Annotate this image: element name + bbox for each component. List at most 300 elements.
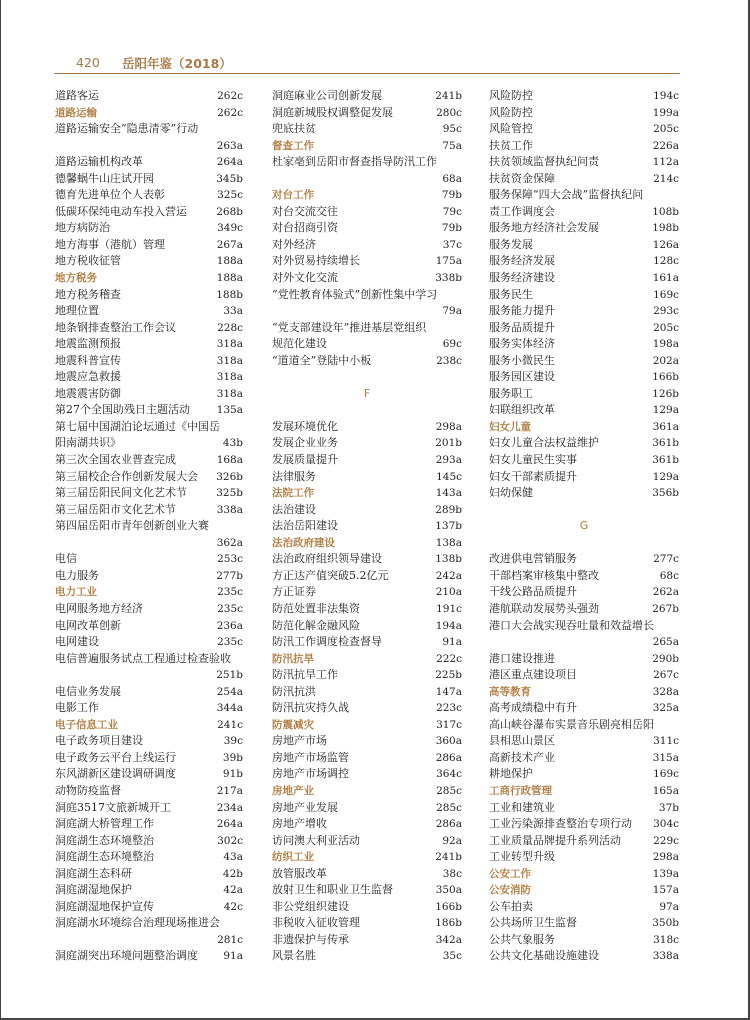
entry-text: 道路运输机构改革 <box>55 155 143 169</box>
entry-page-ref: 318a <box>216 371 243 384</box>
index-entry <box>55 783 243 800</box>
entry-text: 服务经济发展 <box>489 254 555 268</box>
index-entry <box>55 816 243 833</box>
entry-page-ref: 290b <box>652 652 679 665</box>
entry-page-ref: 302c <box>217 834 243 847</box>
entry-text: 港口建设推进 <box>489 651 555 665</box>
index-entry <box>55 469 243 486</box>
entry-text: 扶贫领域监督执纪问责 <box>489 155 599 169</box>
entry-text: 妇女儿童合法权益维护 <box>489 436 599 450</box>
index-entry <box>272 154 462 171</box>
index-entry <box>55 750 243 767</box>
entry-page-ref: 143a <box>435 487 462 500</box>
entry-text: 工业转型升级 <box>489 850 555 864</box>
entry-page-ref: 95c <box>442 123 462 136</box>
entry-text: 电子政务项目建设 <box>55 734 143 748</box>
index-entry <box>272 899 462 916</box>
entry-text: 电网服务地方经济 <box>55 601 143 615</box>
index-heading <box>272 717 462 734</box>
index-entry <box>489 601 679 618</box>
entry-page-ref: 253c <box>217 553 243 566</box>
entry-text: 改进供电营销服务 <box>489 552 577 566</box>
entry-text: 动物防疫监督 <box>55 783 121 797</box>
index-heading <box>272 849 462 866</box>
entry-text: 港航联动发展势头强劲 <box>489 601 599 615</box>
entry-text: 地方病防治 <box>55 221 110 235</box>
entry-page-ref: 277b <box>216 569 243 582</box>
entry-text: 工业污染源排查整治专项行动 <box>489 817 632 831</box>
entry-page-ref: 42c <box>223 900 243 913</box>
entry-page-ref: 338b <box>435 272 462 285</box>
entry-page-ref: 210a <box>435 586 462 599</box>
entry-text: 洞庭湖突出环境问题整治调度 <box>55 949 198 963</box>
entry-page-ref: 361a <box>652 420 679 433</box>
entry-page-ref: 43a <box>223 851 243 864</box>
entry-page-ref: 165a <box>652 784 679 797</box>
index-entry <box>272 882 462 899</box>
entry-text: 非公党组织建设 <box>272 899 349 913</box>
index-entry <box>55 700 243 717</box>
index-entry <box>489 154 679 171</box>
index-entry <box>55 866 243 883</box>
index-entry <box>55 369 243 386</box>
entry-page-ref: 112a <box>652 156 679 169</box>
index-entry <box>55 154 243 171</box>
entry-text: 发展环境优化 <box>272 419 338 433</box>
entry-page-ref: 202a <box>652 354 679 367</box>
index-entry <box>55 320 243 337</box>
index-entry <box>55 551 243 568</box>
entry-page-ref: 345b <box>216 172 243 185</box>
entry-page-ref: 205c <box>653 123 679 136</box>
index-heading <box>489 783 679 800</box>
index-column-3 <box>489 88 679 965</box>
index-entry <box>55 187 243 204</box>
entry-text: 兜底扶贫 <box>272 122 316 136</box>
entry-text: 高等教育 <box>489 685 531 698</box>
book-title: 岳阳年鉴（2018） <box>122 56 232 71</box>
entry-page-ref: 241b <box>435 90 462 102</box>
index-entry <box>272 105 462 122</box>
entry-text: 发展质量提升 <box>272 453 338 467</box>
index-entry <box>55 121 243 138</box>
entry-text: 服务能力提升 <box>489 304 555 318</box>
index-entry <box>489 750 679 767</box>
entry-page-ref: 318a <box>216 387 243 400</box>
entry-text: 房地产业 <box>272 784 314 797</box>
index-entry <box>55 568 243 585</box>
entry-text: 公共场所卫生监督 <box>489 916 577 930</box>
entry-page-ref: 217a <box>216 784 243 797</box>
index-entry <box>489 584 679 601</box>
index-entry <box>489 220 679 237</box>
index-entry <box>55 237 243 254</box>
entry-page-ref: 226a <box>652 139 679 152</box>
index-entry <box>272 502 462 519</box>
index-entry <box>272 220 462 237</box>
entry-page-ref: 138b <box>435 553 462 566</box>
index-entry <box>489 717 679 734</box>
entry-page-ref: 194c <box>653 90 679 102</box>
index-entry <box>272 733 462 750</box>
index-entry <box>272 204 462 221</box>
entry-page-ref: 318a <box>216 338 243 351</box>
index-entry <box>489 667 679 684</box>
entry-page-ref: 311c <box>653 735 679 748</box>
entry-text: 县相思山景区 <box>489 734 555 748</box>
index-entry <box>55 634 243 651</box>
entry-text: 服务发展 <box>489 237 533 251</box>
index-entry <box>489 121 679 138</box>
entry-text: 防范处置非法集资 <box>272 601 360 615</box>
entry-text: 高山峡谷瀑布实景音乐剧亮相岳阳 <box>489 717 654 731</box>
entry-page-ref: 135a <box>216 404 243 417</box>
entry-page-ref: 137b <box>435 520 462 533</box>
index-entry <box>489 187 679 204</box>
entry-text: 非税收入征收管理 <box>272 916 360 930</box>
entry-text: 电网建设 <box>55 635 99 649</box>
entry-page-ref: 138a <box>435 536 462 549</box>
index-entry <box>489 402 679 419</box>
index-entry <box>272 88 462 105</box>
index-entry <box>55 171 243 188</box>
entry-text: 妇女干部素质提升 <box>489 469 577 483</box>
index-entry <box>489 766 679 783</box>
index-entry <box>272 287 462 304</box>
entry-page-ref: 79a <box>442 305 462 318</box>
entry-text: 洞庭湖生态环境整治 <box>55 850 154 864</box>
entry-text: 地震应急救援 <box>55 370 121 384</box>
index-entry <box>55 733 243 750</box>
index-heading <box>272 138 462 155</box>
index-entry <box>55 287 243 304</box>
index-entry <box>272 353 462 370</box>
entry-text: 防汛抗洪 <box>272 684 316 698</box>
entry-text: 港区重点建设项目 <box>489 668 577 682</box>
index-entry <box>489 733 679 750</box>
index-heading <box>55 717 243 734</box>
entry-text: 东风湖新区建设调研调度 <box>55 767 176 781</box>
index-entry <box>55 336 243 353</box>
entry-page-ref: 236a <box>216 619 243 632</box>
entry-page-ref: 194a <box>435 619 462 632</box>
entry-text: 电信普遍服务试点工程通过检查验收 <box>55 651 231 665</box>
index-entry <box>489 800 679 817</box>
entry-page-ref: 168a <box>216 454 243 467</box>
index-heading <box>272 485 462 502</box>
index-entry <box>489 105 679 122</box>
index-entry <box>272 452 462 469</box>
entry-page-ref: 317c <box>436 718 462 731</box>
index-heading <box>55 105 243 122</box>
index-heading <box>489 684 679 701</box>
index-entry <box>55 882 243 899</box>
entry-text: 阳南湖共识》 <box>55 436 121 450</box>
index-entry <box>55 303 243 320</box>
index-entry <box>272 435 462 452</box>
entry-page-ref: 298a <box>652 851 679 864</box>
entry-text: 地震震害防御 <box>55 386 121 400</box>
index-entry <box>272 618 462 635</box>
entry-text: 督查工作 <box>272 139 314 152</box>
index-column-1 <box>55 88 243 965</box>
index-entry <box>55 419 243 436</box>
entry-page-ref: 126b <box>652 387 679 400</box>
entry-page-ref: 147a <box>435 685 462 698</box>
index-entry <box>272 237 462 254</box>
entry-page-ref: 318a <box>216 354 243 367</box>
entry-text: 风景名胜 <box>272 949 316 963</box>
entry-text: 防汛工作调度检查督导 <box>272 635 382 649</box>
entry-text: 地震科普宣传 <box>55 353 121 367</box>
entry-page-ref: 223c <box>436 702 462 715</box>
entry-page-ref: 251b <box>216 669 243 682</box>
entry-page-ref: 186b <box>435 917 462 930</box>
entry-page-ref: 289b <box>435 503 462 516</box>
index-entry <box>272 816 462 833</box>
entry-text: 地方税收征管 <box>55 254 121 268</box>
entry-page-ref: 241c <box>217 718 243 731</box>
entry-text: 公车拍卖 <box>489 899 533 913</box>
entry-text: 服务园区建设 <box>489 370 555 384</box>
index-entry <box>489 634 679 651</box>
entry-text: 德育先进单位个人表彰 <box>55 188 165 202</box>
index-entry <box>489 270 679 287</box>
entry-text: 地震监测预报 <box>55 337 121 351</box>
entry-page-ref: 188a <box>216 272 243 285</box>
entry-page-ref: 361b <box>652 437 679 450</box>
index-heading <box>272 783 462 800</box>
entry-page-ref: 268b <box>216 205 243 218</box>
entry-text: 方正达产值突破5.2亿元 <box>272 568 389 582</box>
index-entry <box>272 601 462 618</box>
entry-page-ref: 344a <box>216 702 243 715</box>
index-entry <box>55 452 243 469</box>
entry-text: 扶贫资金保障 <box>489 171 555 185</box>
entry-page-ref: 199a <box>652 106 679 119</box>
entry-text: 第三届岳阳民间文化艺术节 <box>55 486 187 500</box>
entry-text: 地理位置 <box>55 304 99 318</box>
entry-page-ref: 238c <box>436 354 462 367</box>
entry-page-ref: 145c <box>436 470 462 483</box>
index-entry <box>55 915 243 932</box>
entry-page-ref: 286a <box>435 751 462 764</box>
index-entry <box>272 833 462 850</box>
entry-text: 洞庭湖湿地保护 <box>55 883 132 897</box>
entry-page-ref: 277c <box>653 553 679 566</box>
entry-page-ref: 318c <box>653 933 679 946</box>
index-entry <box>489 932 679 949</box>
index-entry <box>272 303 462 320</box>
index-heading <box>489 866 679 883</box>
entry-page-ref: 39b <box>222 751 243 764</box>
index-entry <box>272 518 462 535</box>
entry-text: 道路运输安全“隐患清零”行动 <box>55 122 199 136</box>
entry-page-ref: 235c <box>217 602 243 615</box>
entry-page-ref: 325c <box>217 189 243 202</box>
entry-text: 方正证券 <box>272 585 316 599</box>
index-entry <box>272 932 462 949</box>
entry-page-ref: 42a <box>223 884 243 897</box>
entry-page-ref: 281c <box>217 933 243 946</box>
entry-text: 高考成绩稳中有升 <box>489 701 577 715</box>
entry-text: 访问澳大利亚活动 <box>272 833 360 847</box>
spacer <box>272 402 462 419</box>
index-heading <box>272 187 462 204</box>
entry-page-ref: 68a <box>442 172 462 185</box>
entry-page-ref: 91b <box>222 768 243 781</box>
index-entry <box>489 899 679 916</box>
entry-text: 对外经济 <box>272 237 316 251</box>
entry-text: 房地产市场监管 <box>272 750 349 764</box>
index-entry <box>272 419 462 436</box>
entry-text: 洞庭麻业公司创新发展 <box>272 89 382 102</box>
entry-text: 地方税务 <box>55 272 97 285</box>
index-entry <box>489 353 679 370</box>
entry-page-ref: 97a <box>659 900 679 913</box>
index-entry <box>489 816 679 833</box>
index-entry <box>272 700 462 717</box>
entry-text: 高新技术产业 <box>489 750 555 764</box>
entry-text: 洞庭湖水环境综合治理现场推进会 <box>55 916 220 930</box>
entry-page-ref: 188b <box>216 288 243 301</box>
entry-text: 洞庭湖生态环境整治 <box>55 833 154 847</box>
index-entry <box>272 866 462 883</box>
entry-page-ref: 350b <box>652 917 679 930</box>
entry-page-ref: 342a <box>435 933 462 946</box>
entry-text: 防范化解金融风险 <box>272 618 360 632</box>
entry-text: 法治政府建设 <box>272 536 335 549</box>
entry-page-ref: 293a <box>435 454 462 467</box>
entry-page-ref: 326b <box>216 470 243 483</box>
entry-page-ref: 205c <box>653 321 679 334</box>
index-entry <box>272 800 462 817</box>
index-entry <box>55 833 243 850</box>
index-entry <box>55 766 243 783</box>
spacer <box>489 535 679 552</box>
entry-text: 服务民生 <box>489 287 533 301</box>
index-heading <box>55 584 243 601</box>
index-entry <box>55 204 243 221</box>
entry-page-ref: 263a <box>216 139 243 152</box>
entry-page-ref: 91a <box>442 636 462 649</box>
entry-text: 地方税务稽查 <box>55 287 121 301</box>
entry-text: 公共气象服务 <box>489 932 555 946</box>
index-entry <box>489 485 679 502</box>
entry-text: 法院工作 <box>272 487 314 500</box>
entry-page-ref: 166b <box>652 371 679 384</box>
entry-text: 服务地方经济社会发展 <box>489 221 599 235</box>
entry-text: 道路客运 <box>55 89 99 102</box>
entry-page-ref: 228c <box>217 321 243 334</box>
entry-text: 干部档案审核集中整改 <box>489 568 599 582</box>
entry-text: 防汛抗灾持久战 <box>272 701 349 715</box>
index-entry <box>489 237 679 254</box>
index-entry <box>55 535 243 552</box>
entry-text: 公共文化基础设施建设 <box>489 949 599 963</box>
index-entry <box>272 469 462 486</box>
entry-page-ref: 242a <box>435 569 462 582</box>
page-header <box>54 54 680 74</box>
entry-page-ref: 267b <box>652 602 679 615</box>
entry-text: 港口大会战实现吞吐量和效益增长 <box>489 618 654 632</box>
entry-text: 德馨蜗牛山庄试开园 <box>55 171 154 185</box>
index-entry <box>489 833 679 850</box>
entry-text: 防汛抗旱工作 <box>272 668 338 682</box>
entry-page-ref: 38c <box>442 867 462 880</box>
entry-text: 第27个全国助残日主题活动 <box>55 403 190 417</box>
index-entry <box>489 386 679 403</box>
index-entry <box>55 899 243 916</box>
entry-text: 妇幼保健 <box>489 486 533 500</box>
entry-page-ref: 214c <box>653 172 679 185</box>
entry-text: 法治建设 <box>272 502 316 516</box>
entry-page-ref: 360a <box>435 735 462 748</box>
spacer <box>489 502 679 519</box>
index-entry <box>272 121 462 138</box>
index-entry <box>489 138 679 155</box>
entry-page-ref: 139a <box>652 867 679 880</box>
entry-text: 洞庭湖湿地保护宣传 <box>55 899 154 913</box>
entry-page-ref: 234a <box>216 801 243 814</box>
index-entry <box>55 518 243 535</box>
entry-page-ref: 264a <box>216 818 243 831</box>
entry-text: 电力工业 <box>55 586 97 599</box>
entry-text: 服务保障“四大会战”监督执纪问 <box>489 188 644 202</box>
entry-text: 工业和建筑业 <box>489 800 555 814</box>
entry-text: 洞庭3517文旅新城开工 <box>55 800 171 814</box>
index-entry <box>55 138 243 155</box>
index-entry <box>55 618 243 635</box>
index-entry <box>489 700 679 717</box>
entry-text: 服务实体经济 <box>489 337 555 351</box>
entry-page-ref: 169c <box>653 288 679 301</box>
index-entry <box>272 584 462 601</box>
index-entry <box>272 948 462 965</box>
entry-text: 放射卫生和职业卫生监督 <box>272 883 393 897</box>
entry-text: 电信业务发展 <box>55 684 121 698</box>
entry-text: 扶贫工作 <box>489 138 533 152</box>
entry-page-ref: 166b <box>435 900 462 913</box>
index-entry <box>55 220 243 237</box>
entry-page-ref: 42b <box>222 867 243 880</box>
entry-page-ref: 298a <box>435 420 462 433</box>
index-entry <box>489 469 679 486</box>
entry-text: 发展企业业务 <box>272 436 338 450</box>
entry-text: 责工作调度会 <box>489 204 555 218</box>
index-entry <box>55 386 243 403</box>
entry-text: 耕地保护 <box>489 767 533 781</box>
entry-page-ref: 37c <box>442 238 462 251</box>
entry-page-ref: 225b <box>435 669 462 682</box>
entry-text: 法治岳阳建设 <box>272 519 338 533</box>
entry-page-ref: 128c <box>653 255 679 268</box>
index-entry <box>489 204 679 221</box>
entry-page-ref: 222c <box>436 652 462 665</box>
index-entry <box>489 287 679 304</box>
entry-text: 地方海事（港航）管理 <box>55 237 165 251</box>
entry-text: 服务职工 <box>489 386 533 400</box>
index-entry <box>489 253 679 270</box>
index-entry <box>272 320 462 337</box>
entry-page-ref: 349c <box>217 222 243 235</box>
index-entry <box>489 336 679 353</box>
entry-page-ref: 338a <box>216 503 243 516</box>
entry-text: 洞庭湖生态科研 <box>55 866 132 880</box>
index-column-2 <box>272 88 462 965</box>
page-number: 420 <box>76 55 100 70</box>
entry-page-ref: 33a <box>223 305 243 318</box>
